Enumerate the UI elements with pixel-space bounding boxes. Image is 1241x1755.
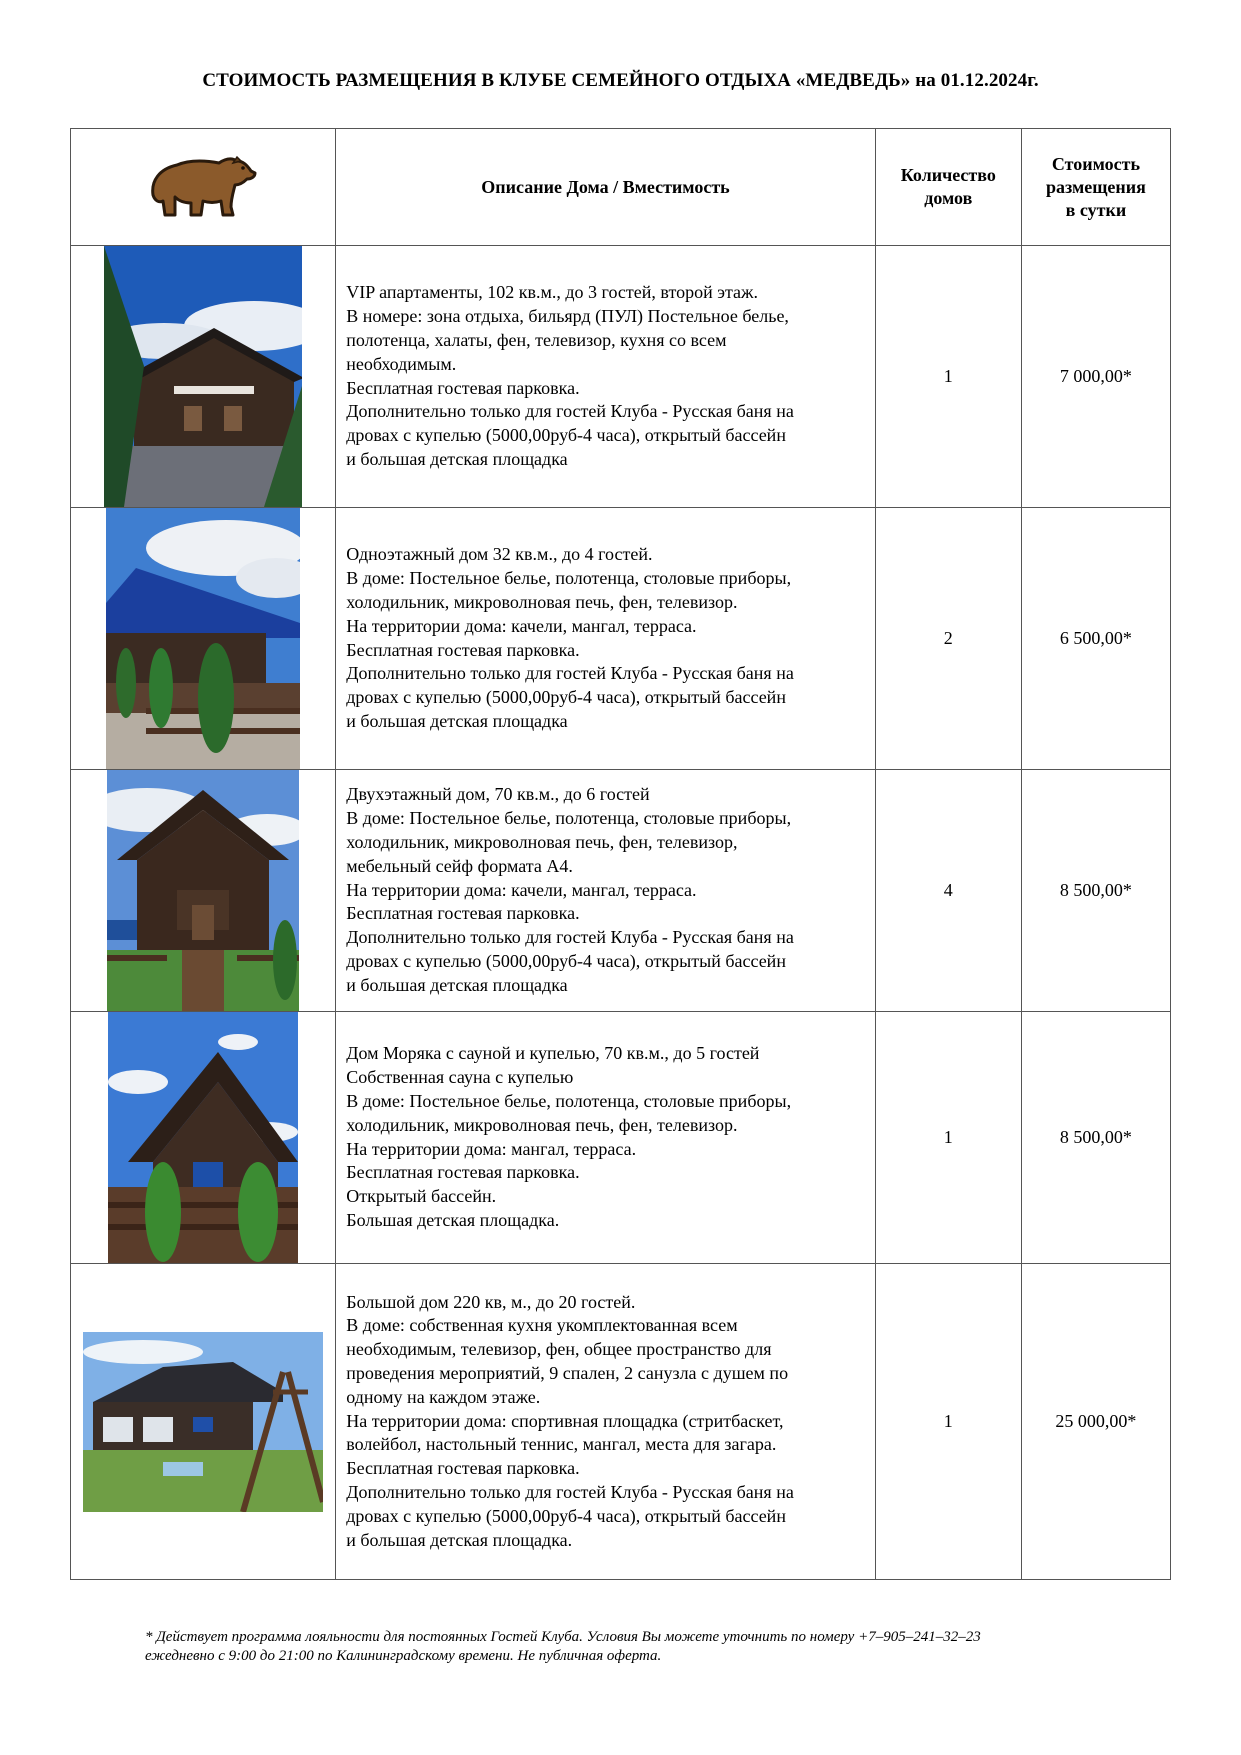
description-line: Бесплатная гостевая парковка. xyxy=(346,1458,580,1479)
table-header-row xyxy=(71,129,1171,246)
quantity-header xyxy=(875,129,1021,246)
row-description xyxy=(336,1012,875,1264)
description-line: Дополнительно только для гостей Клуба - Русская баня на xyxy=(346,401,794,422)
description-line: и большая детская площадка xyxy=(346,448,568,469)
footnote-line: * Действует программа лояльности для постоянных Гостей Клуба. Условия Вы можете уточнить по номеру +7–905–241–32–23 xyxy=(145,1629,981,1645)
description-line: Двухэтажный дом, 70 кв.м., до 6 гостей xyxy=(346,784,650,805)
photo-cell xyxy=(71,1012,336,1264)
description-line: В доме: собственная кухня укомплектованная всем xyxy=(346,1315,738,1336)
photo-cell xyxy=(71,1264,336,1580)
bear-icon xyxy=(147,151,259,223)
table-row xyxy=(71,1264,1171,1580)
description-line: дровах с купелью (5000,00руб-4 часа), открытый бассейн xyxy=(346,1505,786,1526)
description-line: мебельный сейф формата А4. xyxy=(346,855,573,876)
description-line: Бесплатная гостевая парковка. xyxy=(346,639,580,660)
description-line: необходимым, телевизор, фен, общее пространство для xyxy=(346,1339,772,1360)
description-line: VIP апартаменты, 102 кв.м., до 3 гостей, второй этаж. xyxy=(346,282,758,303)
row-quantity: 2 xyxy=(875,508,1021,770)
row-quantity: 4 xyxy=(875,770,1021,1012)
table-row xyxy=(71,246,1171,508)
price-header-line: Стоимость xyxy=(1051,153,1140,174)
description-line: Дополнительно только для гостей Клуба - Русская баня на xyxy=(346,663,794,684)
sailor-house-photo xyxy=(108,1012,298,1263)
table-row xyxy=(71,770,1171,1012)
description-line: На территории дома: мангал, терраса. xyxy=(346,1138,637,1159)
price-header-line: в сутки xyxy=(1065,199,1127,220)
big-house-photo xyxy=(83,1332,323,1512)
row-quantity: 1 xyxy=(875,1012,1021,1264)
description-line: Собственная сауна с купелью xyxy=(346,1067,574,1088)
photo-cell xyxy=(71,246,336,508)
description-line: В номере: зона отдыха, бильярд (ПУЛ) Постельное белье, xyxy=(346,306,789,327)
description-line: холодильник, микроволновая печь, фен, телевизор, xyxy=(346,832,738,852)
table-row xyxy=(71,508,1171,770)
row-price: 8 500,00* xyxy=(1021,770,1170,1012)
description-line: волейбол, настольный теннис, мангал, места для загара. xyxy=(346,1434,777,1455)
description-line: В доме: Постельное белье, полотенца, столовые приборы, xyxy=(346,568,792,589)
description-line: Бесплатная гостевая парковка. xyxy=(346,377,580,398)
row-description xyxy=(336,246,875,508)
row-price: 8 500,00* xyxy=(1021,1012,1170,1264)
description-line: Дополнительно только для гостей Клуба - Русская баня на xyxy=(346,1481,794,1502)
table-row xyxy=(71,1012,1171,1264)
price-header xyxy=(1021,129,1170,246)
description-line: Большая детская площадка. xyxy=(346,1209,560,1230)
description-line: Большой дом 220 кв, м., до 20 гостей. xyxy=(346,1291,636,1312)
description-line: Бесплатная гостевая парковка. xyxy=(346,1162,580,1183)
description-line: На территории дома: спортивная площадка (стритбаскет, xyxy=(346,1410,784,1431)
description-line: холодильник, микроволновая печь, фен, телевизор. xyxy=(346,1114,738,1135)
description-line: На территории дома: качели, мангал, терраса. xyxy=(346,615,697,636)
description-line: необходимым. xyxy=(346,353,457,374)
vip-apartment-house-photo xyxy=(104,246,302,507)
description-line: проведения мероприятий, 9 спален, 2 санузла с душем по xyxy=(346,1363,789,1383)
description-line: и большая детская площадка. xyxy=(346,1529,573,1550)
description-line: Одноэтажный дом 32 кв.м., до 4 гостей. xyxy=(346,544,653,565)
price-header-line: размещения xyxy=(1045,176,1146,197)
row-quantity: 1 xyxy=(875,1264,1021,1580)
logo-cell xyxy=(71,129,336,246)
description-header: Описание Дома / Вместимость xyxy=(336,129,875,246)
photo-cell xyxy=(71,508,336,770)
row-price: 6 500,00* xyxy=(1021,508,1170,770)
description-line: дровах с купелью (5000,00руб-4 часа), открытый бассейн xyxy=(346,687,786,708)
description-line: Дополнительно только для гостей Клуба - Русская баня на xyxy=(346,927,794,948)
page-title: СТОИМОСТЬ РАЗМЕЩЕНИЯ В КЛУБЕ СЕМЕЙНОГО ОТДЫХА «МЕДВЕДЬ» на 01.12.2024г. xyxy=(202,70,1039,91)
description-line: Открытый бассейн. xyxy=(346,1186,497,1207)
description-line: и большая детская площадка xyxy=(346,710,568,731)
description-line: дровах с купелью (5000,00руб-4 часа), открытый бассейн xyxy=(346,950,786,971)
row-description xyxy=(336,1264,875,1580)
description-line: Бесплатная гостевая парковка. xyxy=(346,903,580,924)
quantity-header-line: домов xyxy=(924,188,973,208)
price-table xyxy=(70,128,1171,1580)
description-line: дровах с купелью (5000,00руб-4 часа), открытый бассейн xyxy=(346,425,786,446)
description-line: В доме: Постельное белье, полотенца, столовые приборы, xyxy=(346,808,792,829)
description-line: одному на каждом этаже. xyxy=(346,1386,541,1407)
description-line: На территории дома: качели, мангал, терраса. xyxy=(346,879,697,900)
row-description xyxy=(336,508,875,770)
photo-cell xyxy=(71,770,336,1012)
description-line: полотенца, халаты, фен, телевизор, кухня со всем xyxy=(346,329,727,350)
row-price: 7 000,00* xyxy=(1021,246,1170,508)
description-line: и большая детская площадка xyxy=(346,974,568,995)
two-storey-house-photo xyxy=(107,770,299,1011)
description-line: В доме: Постельное белье, полотенца, столовые приборы, xyxy=(346,1090,792,1111)
footnote xyxy=(145,1628,1125,1666)
row-description xyxy=(336,770,875,1012)
description-line: Дом Моряка с сауной и купелью, 70 кв.м., до 5 гостей xyxy=(346,1043,760,1064)
row-quantity: 1 xyxy=(875,246,1021,508)
row-price: 25 000,00* xyxy=(1021,1264,1170,1580)
one-storey-house-photo xyxy=(106,508,300,769)
quantity-header-line: Количество xyxy=(900,165,996,185)
footnote-line: ежедневно с 9:00 до 21:00 по Калининградскому времени. Не публичная оферта. xyxy=(145,1648,662,1664)
description-line: холодильник, микроволновая печь, фен, телевизор. xyxy=(346,591,738,612)
